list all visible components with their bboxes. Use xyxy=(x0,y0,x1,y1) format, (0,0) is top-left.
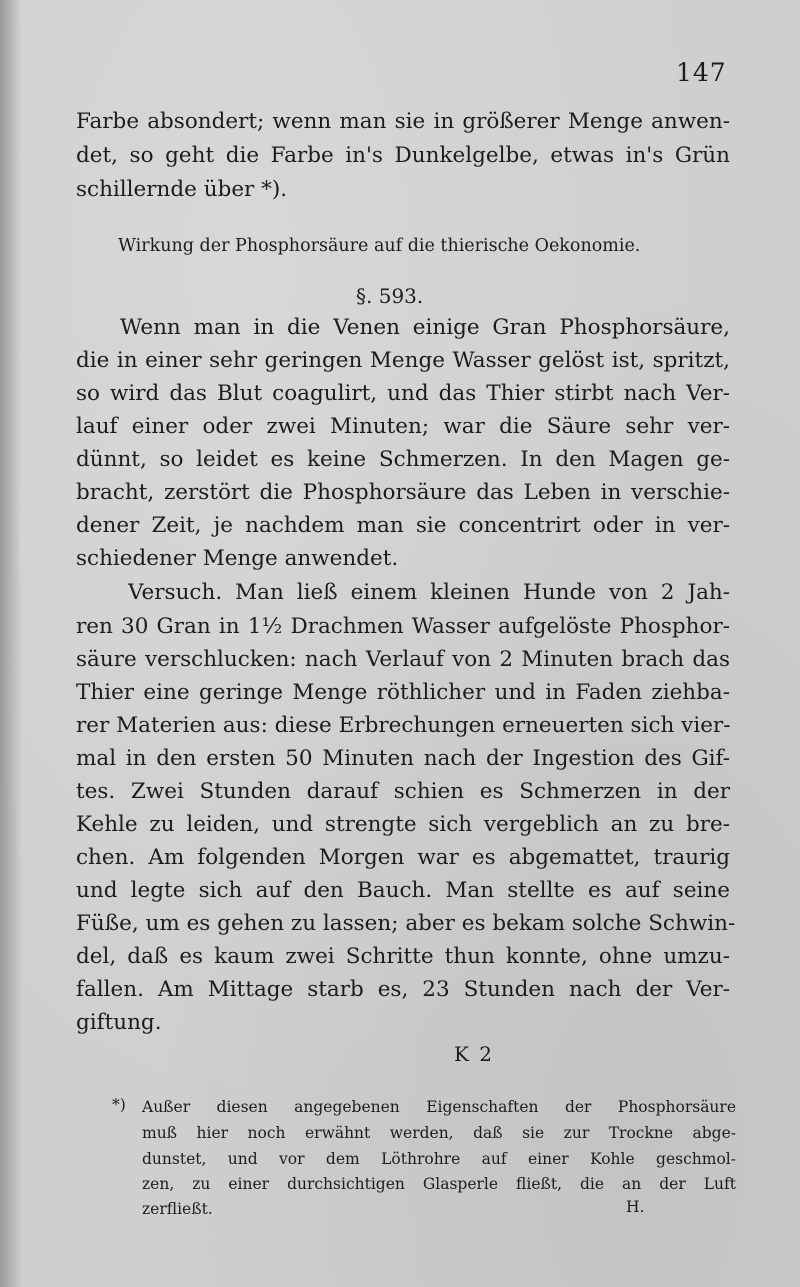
paragraph-line: chen. Am folgenden Morgen war es abgemattet, traurig xyxy=(76,845,730,870)
paragraph-line: dünnt, so leidet es keine Schmerzen. In den Magen ge- xyxy=(76,447,730,472)
footnote-initial: H. xyxy=(626,1198,645,1216)
body-line: schillernde über *). xyxy=(76,177,288,202)
section-mark: §. 593. xyxy=(356,284,424,308)
paragraph-line: Thier eine geringe Menge röthlicher und in Faden ziehba- xyxy=(76,680,730,705)
footnote-line: zerfließt. xyxy=(142,1200,213,1218)
paragraph-line: tes. Zwei Stunden darauf schien es Schmerzen in der xyxy=(76,779,730,804)
signature-mark: K 2 xyxy=(454,1042,495,1066)
paragraph-line: ren 30 Gran in 1½ Drachmen Wasser aufgelöste Phosphor- xyxy=(76,614,730,639)
footnote-line: Außer diesen angegebenen Eigenschaften der Phosphorsäure xyxy=(142,1098,736,1116)
page-number: 147 xyxy=(676,58,727,87)
spine-shadow xyxy=(0,0,22,1287)
paragraph-line: fallen. Am Mittage starb es, 23 Stunden nach der Ver- xyxy=(76,977,730,1002)
paragraph-line: Wenn man in die Venen einige Gran Phosphorsäure, xyxy=(120,315,730,340)
paragraph-line: schiedener Menge anwendet. xyxy=(76,546,399,571)
footnote-marker: *) xyxy=(112,1096,126,1114)
body-line: Farbe absondert; wenn man sie in größerer Menge anwen- xyxy=(76,109,730,134)
paragraph-line: Füße, um es gehen zu lassen; aber es bekam solche Schwin- xyxy=(76,911,736,936)
paragraph-line: säure verschlucken: nach Verlauf von 2 Minuten brach das xyxy=(76,647,730,672)
paragraph-line: mal in den ersten 50 Minuten nach der Ingestion des Gif- xyxy=(76,746,730,771)
paragraph-line: bracht, zerstört die Phosphorsäure das Leben in verschie- xyxy=(76,480,730,505)
section-heading: Wirkung der Phosphorsäure auf die thierische Oekonomie. xyxy=(118,236,641,256)
paragraph-line: dener Zeit, je nachdem man sie concentrirt oder in ver- xyxy=(76,513,730,538)
paragraph-line: und legte sich auf den Bauch. Man stellte es auf seine xyxy=(76,878,730,903)
footnote-line: dunstet, und vor dem Löthrohre auf einer Kohle geschmol- xyxy=(142,1150,736,1168)
paragraph-line: die in einer sehr geringen Menge Wasser gelöst ist, spritzt, xyxy=(76,348,730,373)
paragraph-line: rer Materien aus: diese Erbrechungen erneuerten sich vier- xyxy=(76,713,731,738)
footnote-line: zen, zu einer durchsichtigen Glasperle fließt, die an der Luft xyxy=(142,1175,736,1193)
paragraph-line: so wird das Blut coagulirt, und das Thier stirbt nach Ver- xyxy=(76,381,730,406)
paragraph-line: Versuch. Man ließ einem kleinen Hunde von 2 Jah- xyxy=(128,580,730,605)
paragraph-line: giftung. xyxy=(76,1010,162,1035)
paragraph-line: del, daß es kaum zwei Schritte thun konnte, ohne umzu- xyxy=(76,944,730,969)
footnote-line: muß hier noch erwähnt werden, daß sie zur Trockne abge- xyxy=(142,1124,736,1142)
body-line: det, so geht die Farbe in's Dunkelgelbe, etwas in's Grün xyxy=(76,143,730,168)
paragraph-line: lauf einer oder zwei Minuten; war die Säure sehr ver- xyxy=(76,414,730,439)
paragraph-line: Kehle zu leiden, und strengte sich vergeblich an zu bre- xyxy=(76,812,730,837)
